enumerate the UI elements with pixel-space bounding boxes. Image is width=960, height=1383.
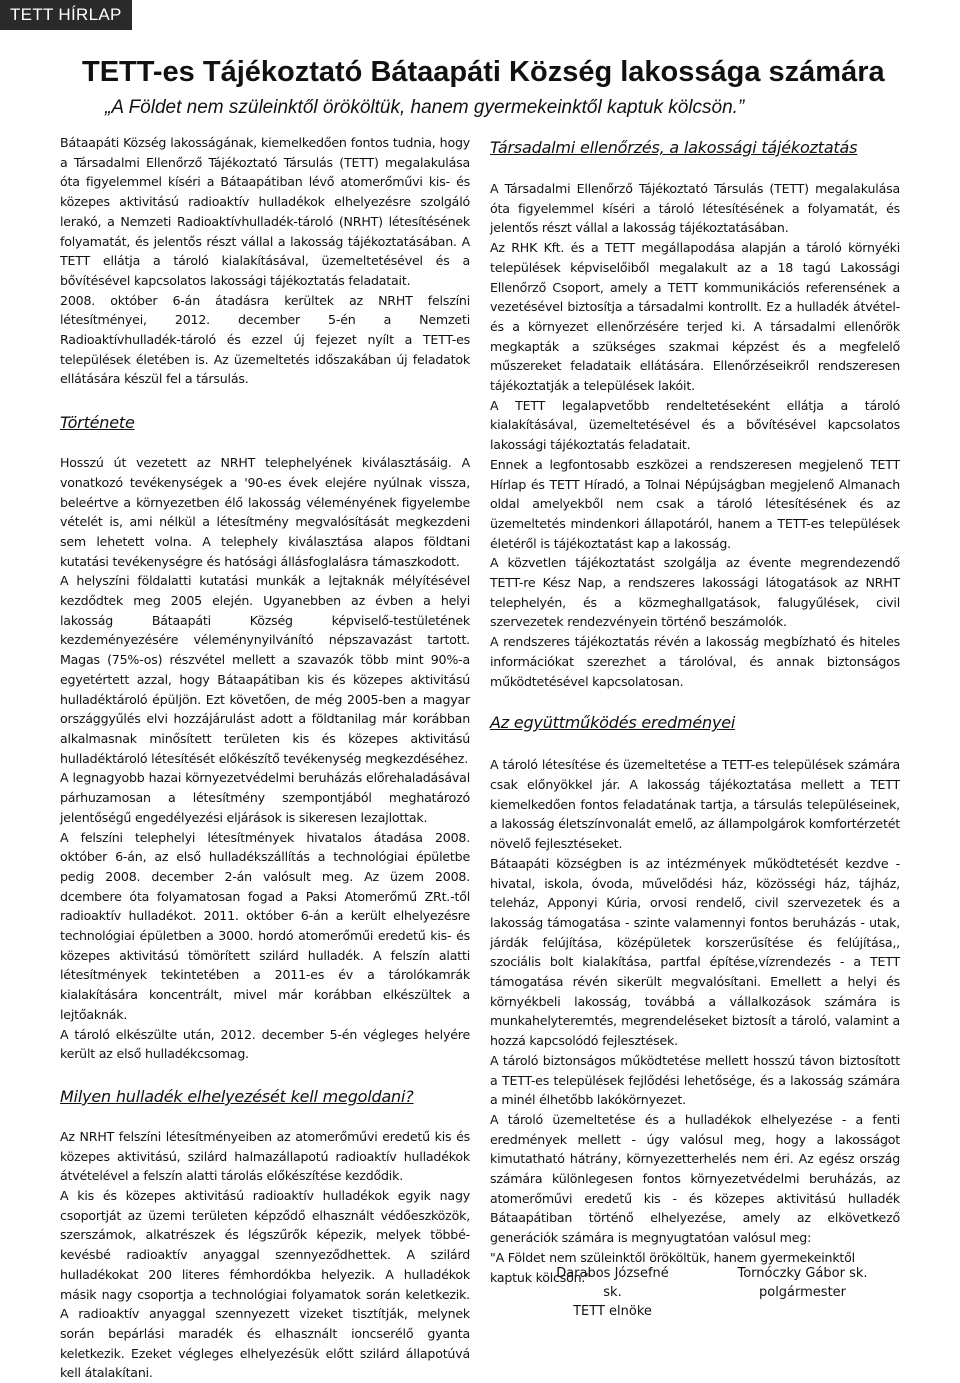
results-heading: Az együttműködés eredményei (490, 713, 736, 733)
section-label: TETT HÍRLAP (0, 0, 132, 30)
signature-name: Darabos Józsefné sk. (556, 1266, 669, 1300)
right-column (490, 137, 900, 1287)
signature-name: Tornóczky Gábor sk. (737, 1266, 868, 1281)
intro-paragraph: Bátaapáti Község lakosságának, kiemelkedően fontos tudnia, hogy a Társadalmi Ellenőrző Tájékoztató Társulás (TETT) megalakulása óta figyelemmel kíséri a Bátaapátiban lévő atomerőművi kis- és közepes aktivitású radioaktív hulladékok elhelyezésre szolgáló lerakó, a Nemzeti Radioaktívhulladék-tároló (NRHT) létesítésének folyamatát, és jelentős részt vállal a lakosság tájékoztatásában. A TETT ellátja a tároló kialakításával, üzemeltetésével és a bővítésével kapcsolatos lakossági tájékoztatás feladatait. (60, 135, 470, 288)
signature-role: polgármester (758, 1285, 847, 1300)
page-title: TETT-es Tájékoztató Bátaapáti Község lakossága számára (82, 56, 885, 88)
control-paragraph: Az RHK Kft. és a TETT megállapodása alapján a tároló környéki települések képviselőiből megalakult az a 18 tagú Lakossági Ellenőrző Csoport, amely a TETT kommunikációs referensének a vezetésével biztosítja a társadalmi kontrollt. Ez a hulladék átvétel- és a környezet ellenőrzésére terjed ki. A társadalmi ellenőrök megkapták a szükséges szakmai képzést és a megfelelő műszereket feladataik ellátására. Ellenőrzéseikről rendszeresen tájékoztatják a települések lakóit. (490, 240, 900, 394)
control-paragraph: A rendszeres tájékoztatás révén a lakosság megbízható és hiteles információkat szerezhet a tárolóval, és annak biztonságos működtetésével kapcsolatosan. (490, 634, 900, 689)
history-paragraph: Hosszú út vezetett az NRHT telephelyének kiválasztásáig. A vonatkozó tevékenységek a '90-es évek elejére nyúlnak vissza, beleértve a környezetben élő lakosság véleményének figyelembe vételét is, ami nélkül a létesítmény megvalósítását megkezdeni sem lehetett volna. A telephely kiválasztása alapos földtani kutatási tevékenységre és hatósági állásfoglalásra támaszkodott. (60, 455, 470, 569)
control-heading: Társadalmi ellenőrzés, a lakossági tájékoztatás (490, 138, 858, 157)
history-paragraph: A helyszíni földalatti kutatási munkák a lejtaknák mélyítésével kezdődtek meg 2005 elején. Ugyanebben az évben a helyi lakosság Bátaapáti Község képviselő-testületének kezdeményezésére véleménynyilvánító népszavazást tartott. Magas (75%-os) részvétel mellett a szavazók több mint 90%-a egyetértett azzal, hogy Bátaapátiban kis és közepes aktivitású hulladéktároló épüljön. Ezt követően, de még 2005-ben a magyar országgyűlés elvi hozzájárulást adott a földtanilag már korábban alkalmasnak minősített területen kis és közepes aktivitású hulladéktároló létesítését előkészítő tevékenység megkezdéséhez. (60, 573, 470, 766)
waste-paragraph: A kis és közepes aktivitású radioaktív hulladékok egyik nagy csoportját az üzemi területen képződő elhasznált védőeszközök, szerszámok, alkatrészek és légszűrők képezik, melyek többé-kevésbé radioaktív anyaggal szennyeződhettek. A szilárd hulladékokat 200 literes fémhordókba helyezik. A hulladékok másik nagy csoportja a technológiai folyamatok során keletkezik. A radioaktív anyaggal szennyezett vizeket tisztítják, melynek során bepárlási maradék és elhasznált ioncserélő gyanta keletkezik. Ezeket végleges elhelyezésük előtt szilárd állapotúvá kell átalakítani. (60, 1188, 470, 1381)
control-paragraph: A közvetlen tájékoztatást szolgálja az évente megrendezendő TETT-re Kész Nap, a rendszeres lakossági látogatások az NRHT telephelyén, és a közmeghallgatások, falugyűlések, civil szervezetek rendezvényein történő beszámolók. (490, 555, 900, 630)
history-paragraph: A legnagyobb hazai környezetvédelmi beruházás előrehaladásával párhuzamosan a létesítmény szempontjából meghatározó jelentőségű engedélyezési eljárások is sikeresen lezajlottak. (60, 770, 470, 825)
control-paragraph: A TETT legalapvetőbb rendeltetéseként ellátja a tároló kialakításával, üzemeltetésével és a bővítésével kapcsolatos lakossági tájékoztatás feladatait. (490, 397, 900, 453)
closing-quote: "A Földet nem szüleinktől örököltük, hanem gyermekeinktől kaptuk kölcsön." (490, 1249, 855, 1285)
results-paragraph: A tároló létesítése és üzemeltetése a TETT-es települések számára csak előnyökkel jár. A lakosság tájékoztatása mellett a TETT kiemelkedően fontos feladatának tartja, a társulás településeinek, a lakosság életszínvonalát emelő, az állampolgárok komfortérzetét növelő fejlesztéseket. (490, 757, 900, 852)
history-heading: Története (60, 413, 135, 433)
results-paragraph: A tároló üzemeltetése és a hulladékok elhelyezése - a fenti eredmények mellett - úgy valósul meg, hogy a lakosságot kimutatható hátrány, környezetterhelés nem éri. Az egész ország számára különlegesen fontos környezetvédelmi beruházás, az atomerőművi eredetű kis - és közepes aktivitású hulladék Bátaapátiban történő elhelyezése, amely az elkövetkező generációk számára is megnyugtatóan valósul meg: (490, 1111, 900, 1246)
history-paragraph: A tároló elkészülte után, 2012. december 5-én végleges helyére került az első hulladékcsomag. (60, 1026, 470, 1062)
waste-paragraph: Az NRHT felszíni létesítményeiben az atomerőművi eredetű kis és közepes aktivitású, szilárd halmazállapotú radioaktív hulladékok átvételével a felszín alatti tárolás előkészítése kezdődik. (60, 1128, 470, 1184)
results-paragraph: Bátaapáti községben is az intézmények működtetését kezdve - hivatal, iskola, óvoda, művelődési ház, közösségi ház, tájház, teleház, Apponyi Kúria, orvosi rendelő, civil szervezetek és a lakosság támogatása - szinte valamennyi fontos beruházás - utak, járdák felújítása, középületek korszerűsítése és felújítása,, szociális bolt kialakítása, partfal építése,vízrendezés - a TETT támogatása révén sikerült megvalósítani. Emellett a helyi és környékbeli lakosság, továbbá a vállalkozások számára is munkahelyteremtés, megrendeléseket biztosít a tároló, valamint a hozzá kapcsolódó fejlesztések. (490, 855, 900, 1049)
signature-block (730, 1264, 875, 1302)
history-paragraph: A felszíni telephelyi létesítmények hivatalos átadása 2008. október 6-án, az első hulladékszállítás a technológiai épületbe pedig 2008. december 2-án valósult meg. Az üzem 2008. dcembere óta folyamatosan fogad a Paksi Atomerőmű ZRt.-től radioaktív hulladékot. 2011. október 6-án a került elhelyezésre technológiai épületben a 3000. hordó atomerőműi eredetű kis- és közepes aktivitású tömörített szilárd hulladék. A felszín alatti létesítmények tekintetében a 2011-es év a tárolókamrák kialakítására koncentrált, mivel már korábban elkészültek a lejtőaknák. (60, 829, 470, 1022)
page-subtitle: „A Földet nem szüleinktől örököltük, hanem gyermekeinktől kaptuk kölcsön.” (105, 97, 745, 118)
control-paragraph: Ennek a legfontosabb eszközei a rendszeresen megjelenő TETT Hírlap és TETT Híradó, a Tolnai Népújságban megjelenő Almanach oldal amelyekből nem csak a tároló létesítésének és az üzemeltetés mindenkori állapotáról, hanem a TETT-es települések életéről is tájékoztatást kap a lakosság. (490, 456, 900, 551)
left-column (60, 133, 470, 1383)
control-paragraph: A Társadalmi Ellenőrző Tájékoztató Társulás (TETT) megalakulása óta figyelemmel kíséri a tároló létesítésének a folyamatát, és jelentős részt vállal a lakosság tájékoztatásában. (490, 181, 900, 236)
signature-role: TETT elnöke (573, 1304, 652, 1319)
intro-paragraph: 2008. október 6-án átadásra kerültek az NRHT felszíni létesítményei, 2012. december 5-én a Nemzeti Radioaktívhulladék-tároló és ezzel új fejezet nyílt a TETT-es települések életében is. Az üzemeltetés időszakában új feladatok ellátására készül fel a társulás. (60, 292, 470, 387)
waste-heading: Milyen hulladék elhelyezését kell megoldani? (60, 1086, 414, 1106)
signature-block (545, 1264, 680, 1321)
results-paragraph: A tároló biztonságos működtetése mellett hosszú távon biztosított a TETT-es települések fejlődési lehetősége, és a lakosság számára a minél élhetőbb lakókörnyezet. (490, 1052, 900, 1108)
